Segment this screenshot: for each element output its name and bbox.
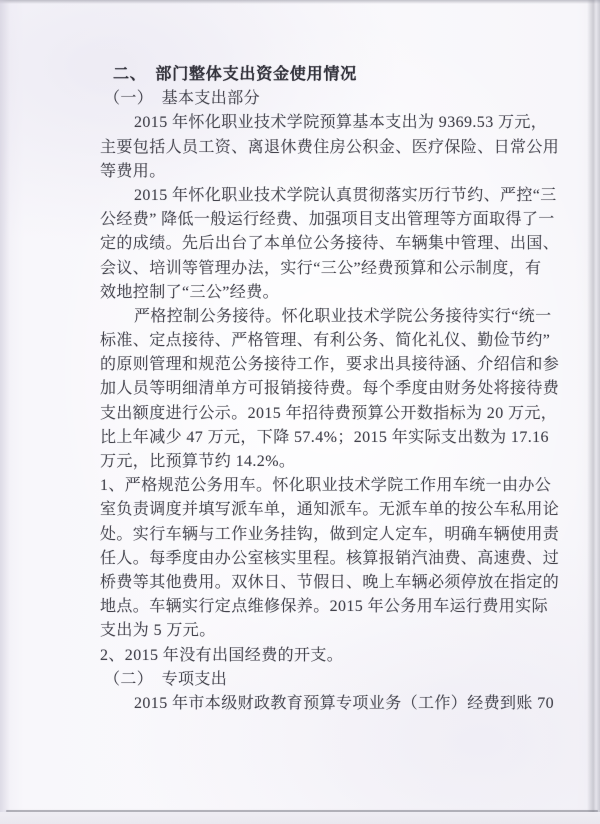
section-heading: 二、 部门整体支出资金使用情况 [113, 66, 358, 83]
subsection-heading: （二） 专项支出 [104, 670, 228, 688]
text-line: 处。实行车辆与工作业务挂钩，做到定人定车，明确车辆使用责 [100, 525, 560, 543]
scan-edge-top [0, 0, 600, 4]
scanner-background-strip [0, 812, 600, 824]
document-text-block [100, 63, 560, 716]
text-line: 2015 年市本级财政教育预算专项业务（工作）经费到账 70 [134, 694, 555, 712]
text-line: 比上年减少 47 万元，下降 57.4%；2015 年实际支出数为 17.16 [100, 428, 549, 446]
text-line: 支出额度进行公示。2015 年招待费预算公开数指标为 20 万元， [100, 404, 558, 422]
text-line: 的原则管理和规范公务接待工作，要求出具接待涵、介绍信和参 [100, 356, 560, 374]
text-line: 严格控制公务接待。怀化职业技术学院公务接待实行“统一 [134, 307, 552, 325]
text-line: 会议、培训等管理办法，实行“三公”经费预算和公示制度，有 [100, 259, 542, 277]
text-line: 标准、定点接待、严格管理、有利公务、简化礼仪、勤俭节约” [100, 332, 551, 350]
text-line: 2、2015 年没有出国经费的开支。 [100, 646, 344, 664]
text-line: 1、严格规范公务用车。怀化职业技术学院工作用车统一由办公 [100, 477, 552, 495]
text-line: 任人。每季度由办公室核实里程。核算报销汽油费、高速费、过 [100, 549, 560, 567]
subsection-heading: （一） 基本支出部分 [104, 90, 261, 108]
text-line: 公经费” 降低一般运行经费、加强项目支出管理等方面取得了一 [100, 211, 555, 229]
scan-edge-left [0, 0, 10, 824]
text-line: 桥费等其他费用。双休日、节假日、晚上车辆必须停放在指定的 [100, 573, 560, 591]
text-line: 2015 年怀化职业技术学院认真贯彻落实历行节约、严控“三 [134, 186, 557, 204]
text-line: 等费用。 [100, 162, 166, 180]
text-line: 支出为 5 万元。 [100, 622, 216, 640]
scan-edge-right [587, 0, 600, 824]
text-line: 室负责调度并填写派车单，通知派车。无派车单的按公车私用论 [100, 501, 560, 519]
text-line: 地点。车辆实行定点维修保养。2015 年公务用车运行费用实际 [100, 598, 549, 616]
text-line: 效地控制了“三公”经费。 [100, 283, 280, 301]
text-line: 万元，比预算节约 14.2%。 [100, 453, 296, 470]
text-line: 主要包括人员工资、离退休费住房公积金、医疗保险、日常公用 [100, 138, 560, 156]
text-line: 定的成绩。先后出台了本单位公务接待、车辆集中管理、出国、 [100, 235, 560, 253]
text-line: 2015 年怀化职业技术学院预算基本支出为 9369.53 万元， [134, 114, 548, 132]
text-line: 加人员等明细清单方可报销接待费。每个季度由财务处将接待费 [100, 380, 560, 398]
